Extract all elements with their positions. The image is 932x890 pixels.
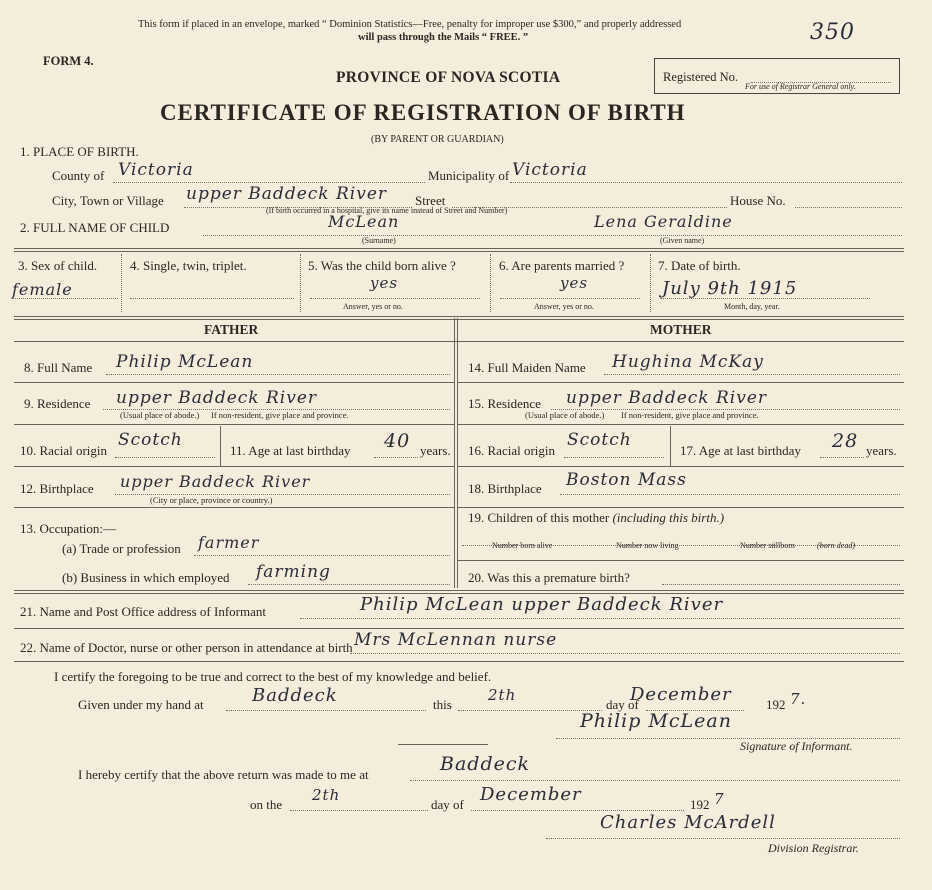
- this-label: this: [433, 697, 452, 712]
- father-name-label: 8. Full Name: [24, 360, 93, 375]
- registered-no-label: Registered No.: [663, 70, 738, 84]
- mother-residence-label: 15. Residence: [468, 396, 541, 411]
- informant-value: Philip McLean upper Baddeck River: [360, 594, 724, 615]
- date-value: July 9th 1915: [662, 278, 798, 299]
- father-residence-note-b: If non-resident, give place and province.: [211, 410, 349, 420]
- father-residence: upper Baddeck River: [116, 388, 318, 408]
- province-heading: PROVINCE OF NOVA SCOTIA: [336, 69, 561, 86]
- given-year-prefix: 192: [766, 697, 786, 712]
- given-caption: (Given name): [660, 236, 705, 245]
- stillborn-note: (born dead): [817, 541, 855, 550]
- registered-no-note: For use of Registrar General only.: [745, 82, 856, 91]
- signature-caption: Signature of Informant.: [740, 739, 853, 753]
- city-value: upper Baddeck River: [186, 184, 388, 204]
- center-divider: [454, 318, 458, 588]
- father-birthplace: upper Baddeck River: [120, 472, 311, 491]
- given-place: Baddeck: [252, 685, 338, 706]
- father-name: Philip McLean: [116, 352, 254, 372]
- business-label: (b) Business in which employed: [62, 570, 230, 585]
- county-label: County of: [52, 168, 105, 183]
- postage-notice: This form if placed in an envelope, marked “ Dominion Statistics—Free, penalty for improper use $300,” and properly addressed: [138, 19, 682, 30]
- municipality-label: Municipality of: [428, 168, 510, 183]
- given-month: December: [630, 684, 732, 705]
- mother-heading: MOTHER: [650, 322, 712, 337]
- county-value: Victoria: [118, 160, 194, 180]
- mother-racial-label: 16. Racial origin: [468, 443, 556, 458]
- stillborn-label: Number stillborn: [740, 541, 795, 550]
- registrar-signature: Charles McArdell: [600, 812, 776, 833]
- serial-number: 350: [810, 20, 855, 45]
- registrar-day: 2th: [312, 786, 341, 804]
- mother-age: 28: [832, 430, 859, 452]
- child-surname: McLean: [328, 212, 400, 231]
- page-subtitle: (BY PARENT OR GUARDIAN): [371, 134, 504, 145]
- place-of-birth-section: 1. PLACE OF BIRTH.: [20, 144, 139, 159]
- now-living-label: Number now living: [616, 541, 679, 550]
- registrar-place: Baddeck: [440, 753, 531, 775]
- married-value: yes: [560, 274, 589, 292]
- hospital-note: (If birth occurred in a hospital, give its name instead of Street and Number): [266, 206, 508, 215]
- informant-signature: Philip McLean: [580, 710, 732, 732]
- rule: [14, 248, 904, 252]
- municipality-value: Victoria: [512, 160, 588, 180]
- born-alive-label: Number born alive: [492, 541, 553, 550]
- mother-name: Hughina McKay: [612, 352, 764, 372]
- father-residence-label: 9. Residence: [24, 396, 91, 411]
- mother-name-label: 14. Full Maiden Name: [468, 360, 586, 375]
- given-day: 2th: [488, 686, 517, 704]
- trade-value: farmer: [198, 533, 260, 552]
- children-label: [468, 510, 724, 526]
- given-year-suffix: 7.: [790, 690, 807, 708]
- occupation-label: 13. Occupation:—: [20, 521, 117, 536]
- father-birthplace-note: (City or place, province or country.): [150, 495, 273, 505]
- father-racial: Scotch: [118, 430, 183, 450]
- mother-birthplace-label: 18. Birthplace: [468, 481, 542, 496]
- child-name-label: 2. FULL NAME OF CHILD: [20, 220, 170, 235]
- sex-label: 3. Sex of child.: [18, 258, 98, 273]
- on-the-label: on the: [250, 797, 283, 812]
- alive-label: 5. Was the child born alive ?: [308, 258, 456, 273]
- street-label: Street: [415, 193, 446, 208]
- children-label-text: 19. Children of this mother: [468, 510, 610, 525]
- mother-racial: Scotch: [567, 430, 632, 450]
- father-age-label: 11. Age at last birthday: [230, 443, 351, 458]
- date-label: 7. Date of birth.: [658, 258, 741, 273]
- registrar-month: December: [480, 784, 582, 805]
- city-label: City, Town or Village: [52, 193, 164, 208]
- premature-label: 20. Was this a premature birth?: [468, 570, 630, 585]
- sex-value: female: [12, 280, 73, 299]
- mother-residence-note-b: If non-resident, give place and province.: [621, 410, 759, 420]
- registrar-year-prefix: 192: [690, 797, 710, 812]
- doctor-value: Mrs McLennan nurse: [354, 630, 558, 650]
- given-under-label: Given under my hand at: [78, 697, 204, 712]
- alive-value: yes: [370, 274, 399, 292]
- married-caption: Answer, yes or no.: [534, 302, 594, 311]
- rule: [14, 316, 904, 320]
- informant-label: 21. Name and Post Office address of Informant: [20, 604, 266, 619]
- twin-label: 4. Single, twin, triplet.: [130, 258, 247, 273]
- registrar-caption: Division Registrar.: [768, 841, 859, 855]
- postage-notice-2: will pass through the Mails “ FREE. ”: [358, 32, 529, 43]
- business-value: farming: [256, 562, 331, 582]
- day-of-label: day of: [606, 697, 639, 712]
- father-residence-note-a: (Usual place of abode.): [120, 410, 200, 420]
- mother-age-label: 17. Age at last birthday: [680, 443, 801, 458]
- form-number: FORM 4.: [43, 54, 94, 68]
- mother-residence: upper Baddeck River: [566, 388, 768, 408]
- registrar-year-suffix: 7: [714, 790, 725, 808]
- mother-residence-note-a: (Usual place of abode.): [525, 410, 605, 420]
- mother-birthplace: Boston Mass: [566, 470, 687, 490]
- father-heading: FATHER: [204, 322, 259, 337]
- page-title: CERTIFICATE OF REGISTRATION OF BIRTH: [160, 100, 686, 125]
- short-rule: [398, 744, 488, 745]
- house-label: House No.: [730, 193, 786, 208]
- certify-statement: I certify the foregoing to be true and correct to the best of my knowledge and belief.: [54, 669, 492, 684]
- father-birthplace-label: 12. Birthplace: [20, 481, 94, 496]
- child-given-name: Lena Geraldine: [594, 212, 733, 231]
- registrar-certify: I hereby certify that the above return was made to me at: [78, 767, 369, 782]
- registered-no-box: [654, 58, 900, 94]
- date-caption: Month, day, year.: [724, 302, 780, 311]
- father-age: 40: [384, 430, 411, 452]
- children-label-italic: (including this birth.): [612, 510, 725, 525]
- doctor-label: 22. Name of Doctor, nurse or other person in attendance at birth: [20, 640, 353, 655]
- alive-caption: Answer, yes or no.: [343, 302, 403, 311]
- trade-label: (a) Trade or profession: [62, 541, 181, 556]
- father-years: years.: [420, 443, 451, 458]
- married-label: 6. Are parents married ?: [499, 258, 625, 273]
- mother-years: years.: [866, 443, 897, 458]
- surname-caption: (Surname): [362, 236, 396, 245]
- father-racial-label: 10. Racial origin: [20, 443, 108, 458]
- registrar-day-of: day of: [431, 797, 464, 812]
